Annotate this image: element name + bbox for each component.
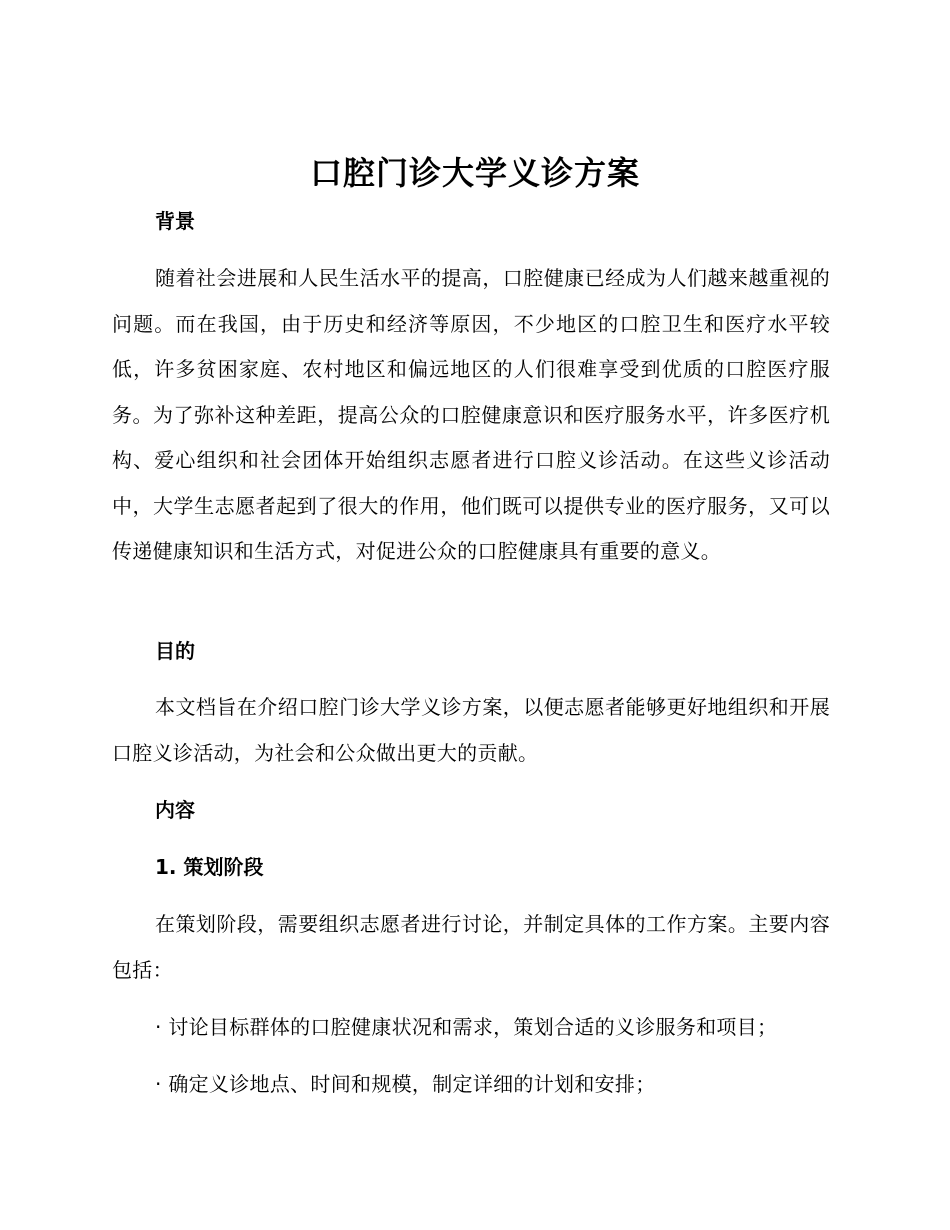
list-item: · 讨论目标群体的口腔健康状况和需求，策划合适的义诊服务和项目； — [155, 1015, 778, 1039]
section-heading-purpose: 目的 — [155, 639, 195, 663]
section-heading-background: 背景 — [155, 209, 195, 233]
section-heading-content: 内容 — [155, 798, 195, 822]
purpose-paragraph: 本文档旨在介绍口腔门诊大学义诊方案，以便志愿者能够更好地组织和开展口腔义诊活动，为社会和公众做出更大的贡献。 — [112, 695, 830, 765]
subsection-heading-planning: 1. 策划阶段 — [155, 855, 264, 879]
background-paragraph: 随着社会进展和人民生活水平的提高，口腔健康已经成为人们越来越重视的问题。而在我国，由于历史和经济等原因，不少地区的口腔卫生和医疗水平较低，许多贫困家庭、农村地区和偏远地区的人们很难享受到优质的口腔医疗服务。为了弥补这种差距，提高公众的口腔健康意识和医疗服务水平，许多医疗机构、爱心组织和社会团体开始组织志愿者进行口腔义诊活动。在这些义诊活动中，大学生志愿者起到了很大的作用，他们既可以提供专业的医疗服务，又可以传递健康知识和生活方式，对促进公众的口腔健康具有重要的意义。 — [112, 266, 830, 563]
document-title: 口腔门诊大学义诊方案 — [309, 154, 640, 192]
list-item: · 确定义诊地点、时间和规模，制定详细的计划和安排； — [155, 1072, 656, 1096]
planning-paragraph: 在策划阶段，需要组织志愿者进行讨论，并制定具体的工作方案。主要内容包括： — [112, 912, 830, 982]
